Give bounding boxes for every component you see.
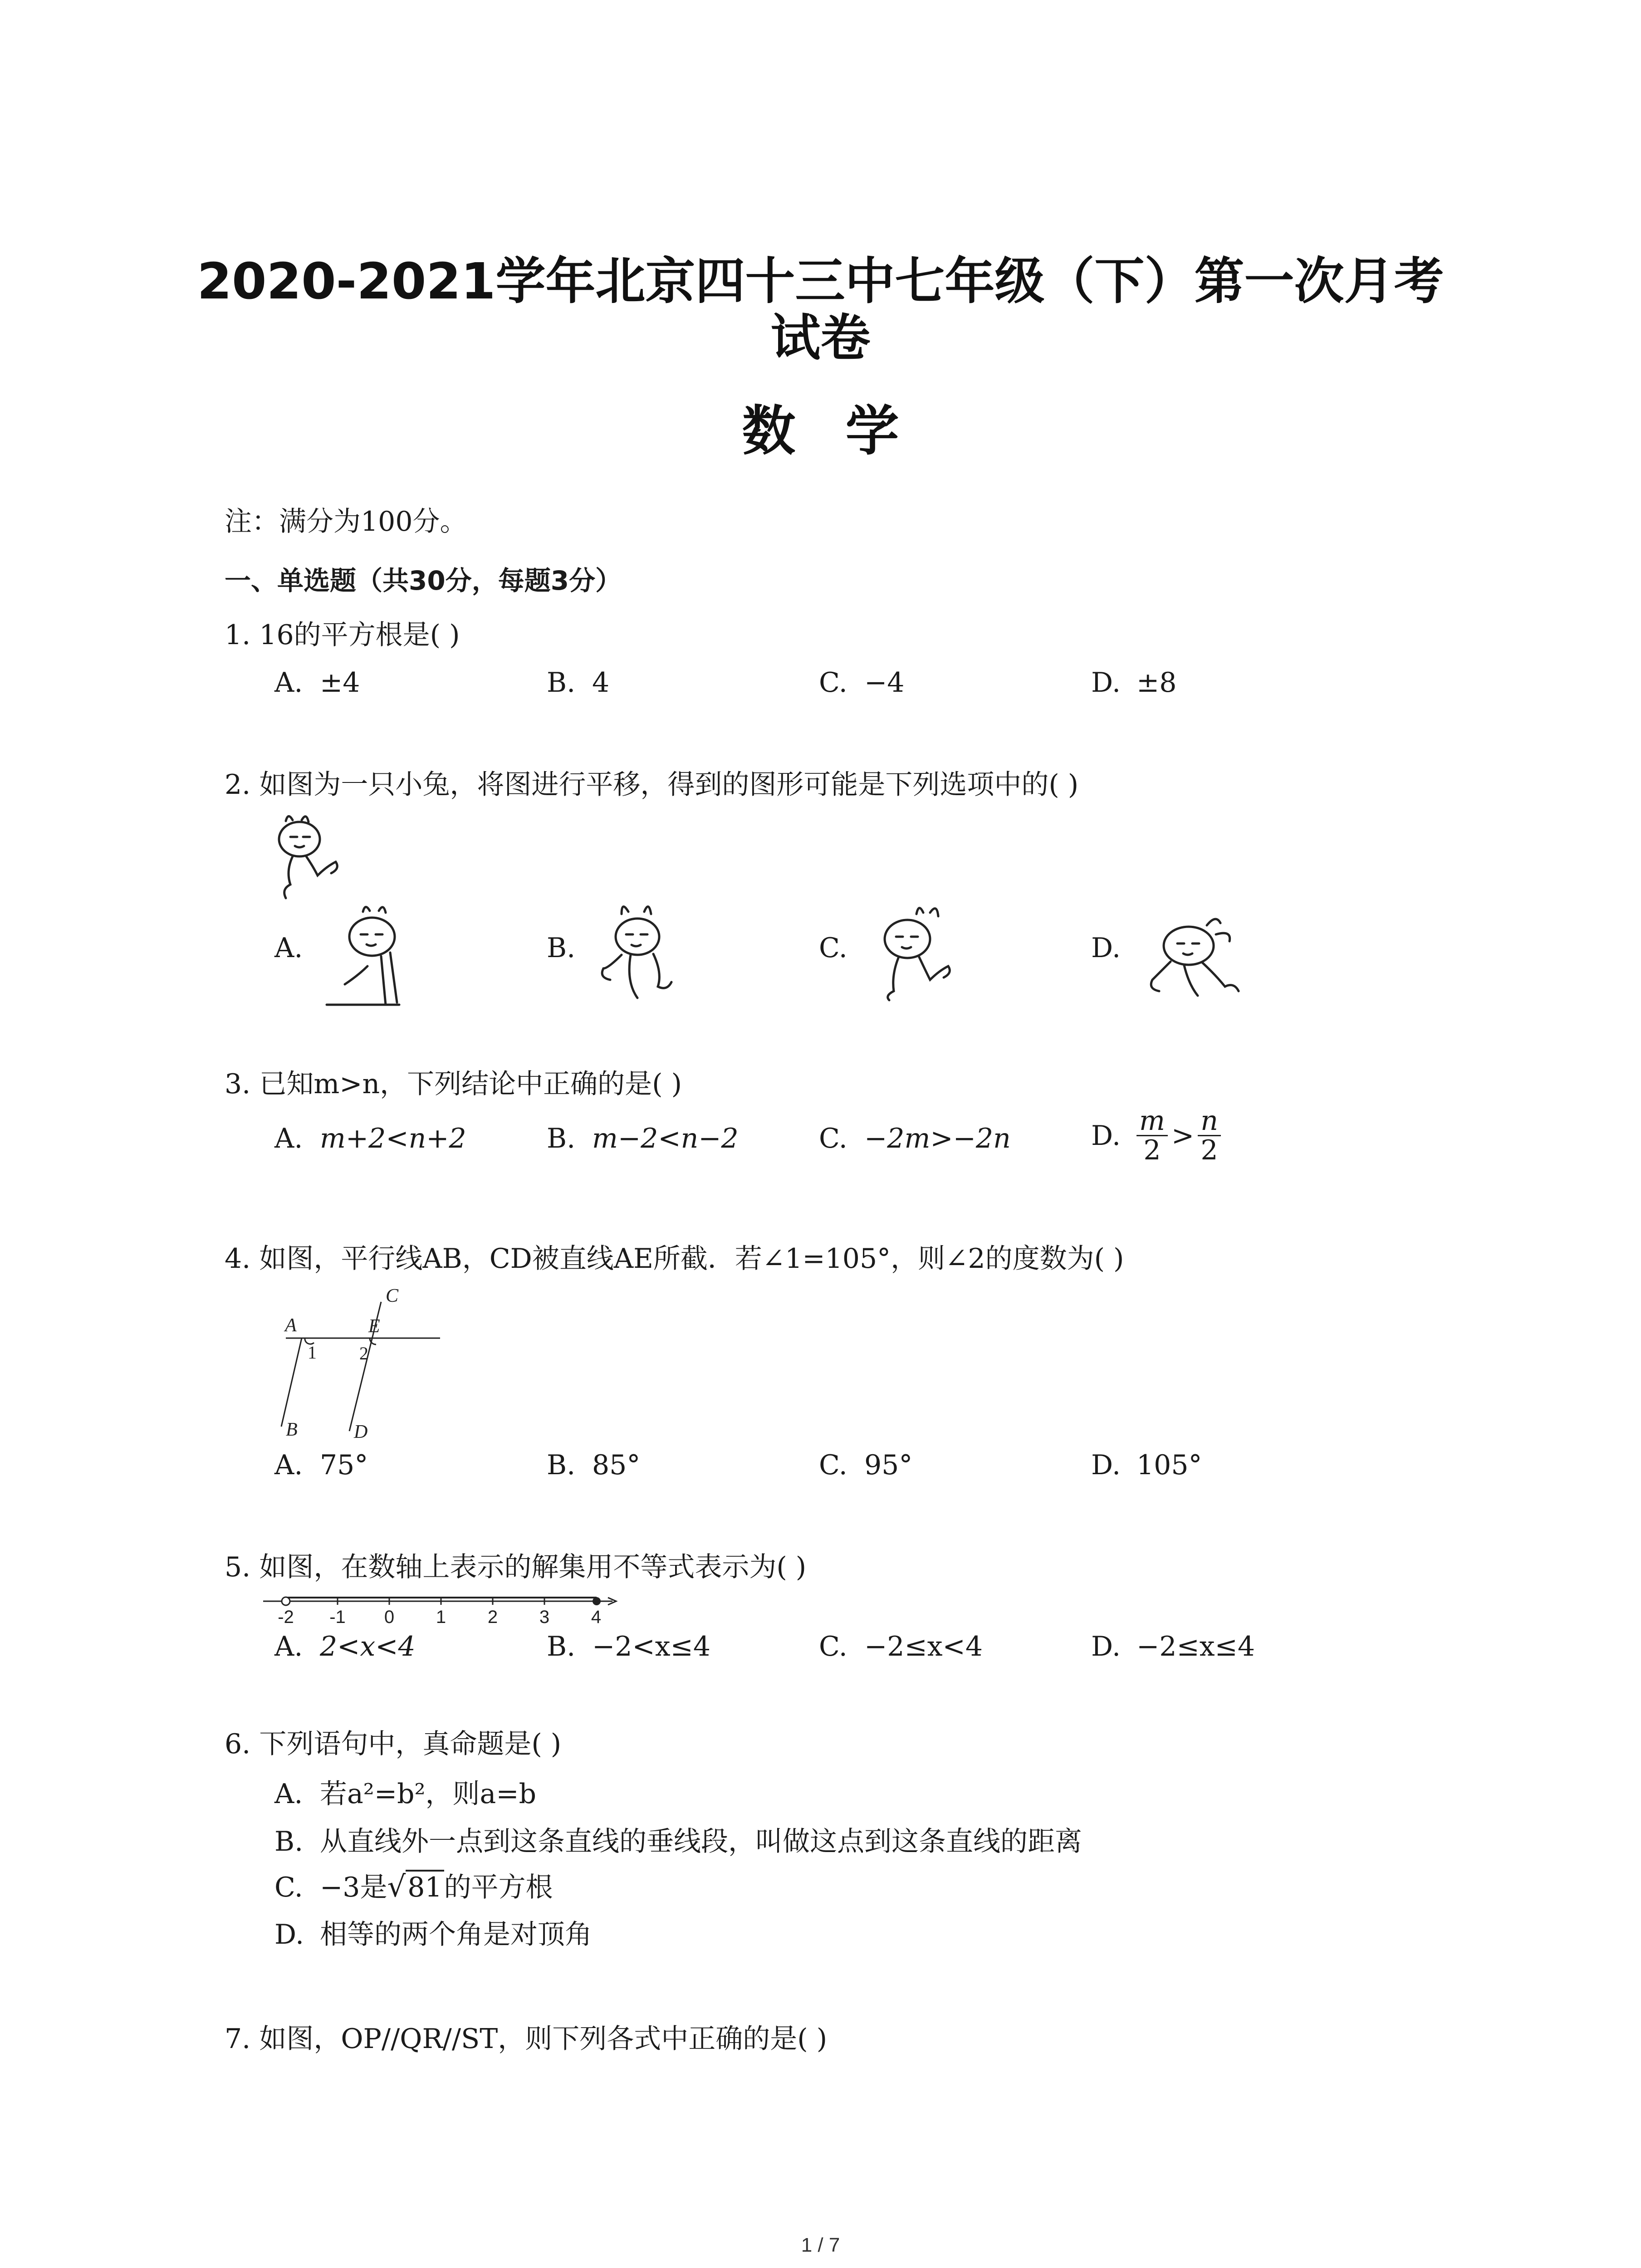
option-letter: B. [547, 1123, 576, 1154]
label-A: A [285, 1315, 297, 1336]
option-letter: A. [274, 667, 303, 699]
option-letter: A. [274, 1631, 303, 1662]
parallel-lines-figure [272, 1281, 445, 1445]
rabbit-option-c-image [867, 903, 957, 1002]
label-D: D [354, 1422, 368, 1442]
q4-option-a [274, 1447, 368, 1483]
closed-endpoint [593, 1597, 601, 1605]
rabbit-figure-original [268, 812, 358, 903]
open-endpoint [282, 1597, 290, 1605]
q2-option-a-label: A. [274, 932, 303, 964]
option-letter: C. [819, 1123, 847, 1154]
option-letter: A. [274, 1123, 303, 1154]
option-letter: B. [547, 1449, 576, 1481]
axis-tick-label: 2 [487, 1607, 498, 1627]
q6-option-a [274, 1776, 536, 1812]
question-4-stem: 4. 如图，平行线AB，CD被直线AE所截．若∠1=105°，则∠2的度数为( ) [225, 1243, 1124, 1275]
option-letter: A. [274, 1449, 303, 1481]
fraction-n-over-2 [1198, 1107, 1221, 1164]
question-7-stem: 7. 如图，OP//QR//ST，则下列各式中正确的是( ) [225, 2023, 828, 2055]
q5-option-d [1091, 1628, 1255, 1665]
frac-numerator: m [1136, 1107, 1168, 1136]
frac-numerator: n [1198, 1107, 1221, 1136]
option-letter: B. [274, 1826, 304, 1857]
frac-denominator: 2 [1143, 1134, 1161, 1166]
q5-option-b [547, 1628, 710, 1665]
exam-title-line1: 2020-2021学年北京四十三中七年级（下）第一次月考 [197, 252, 1444, 310]
rabbit-option-a-image [318, 903, 417, 1007]
option-letter: D. [274, 1919, 304, 1950]
option-letter: C. [274, 1872, 303, 1903]
axis-tick-labels [278, 1607, 601, 1627]
frac-denominator: 2 [1200, 1134, 1218, 1166]
q6-option-b [274, 1823, 1082, 1860]
option-letter: B. [547, 667, 576, 699]
axis-tick-label: -1 [329, 1607, 346, 1627]
axis-tick-label: 1 [436, 1607, 446, 1627]
option-text: −2≤x≤4 [1136, 1631, 1255, 1662]
option-text: 2<x<4 [320, 1631, 416, 1662]
q2-option-d-label: D. [1091, 932, 1121, 964]
option-text: m−2<n−2 [592, 1123, 739, 1154]
option-text: ±8 [1136, 667, 1177, 699]
option-letter: C. [819, 1449, 847, 1481]
option-text: 95° [864, 1449, 913, 1481]
fraction-m-over-2 [1136, 1107, 1168, 1164]
axis-tick-label: 4 [591, 1607, 602, 1627]
q4-option-d [1091, 1447, 1202, 1483]
option-letter: B. [547, 1631, 576, 1662]
q1-option-d [1091, 665, 1176, 701]
label-B: B [286, 1419, 298, 1440]
option-text: −2m>−2n [864, 1123, 1011, 1154]
label-C: C [386, 1286, 399, 1306]
q4-option-c [819, 1447, 912, 1483]
q3-option-b [547, 1120, 739, 1157]
q4-option-b [547, 1447, 640, 1483]
option-text: 相等的两个角是对顶角 [320, 1919, 592, 1950]
section-heading: 一、单选题（共30分，每题3分） [225, 565, 622, 596]
q1-option-b [547, 665, 609, 701]
rabbit-option-b-image [594, 900, 685, 1005]
option-text: ±4 [320, 667, 360, 699]
axis-tick-label: -2 [278, 1607, 294, 1627]
question-3-stem: 3. 已知m>n，下列结论中正确的是( ) [225, 1068, 682, 1100]
q1-option-c [819, 665, 904, 701]
option-text: 若a²=b²，则a=b [320, 1778, 537, 1810]
q5-option-c [819, 1628, 983, 1665]
option-letter: D. [1091, 1449, 1121, 1481]
option-text: −4 [864, 667, 905, 699]
option-letter: D. [1091, 1631, 1121, 1662]
option-text: 75° [320, 1449, 368, 1481]
axis-tick-label: 0 [384, 1607, 395, 1627]
option-text: 从直线外一点到这条直线的垂线段，叫做这点到这条直线的距离 [320, 1826, 1082, 1857]
option-text: 105° [1136, 1449, 1202, 1481]
q3-option-d [1091, 1107, 1221, 1164]
q6-option-d [274, 1916, 592, 1953]
axis-tick-label: 3 [539, 1607, 550, 1627]
option-letter: A. [274, 1778, 303, 1810]
question-6-stem: 6. 下列语句中，真命题是( ) [225, 1728, 562, 1760]
option-text: −2<x≤4 [592, 1631, 711, 1662]
angle-1-label: 1 [308, 1342, 317, 1363]
option-letter: C. [819, 667, 847, 699]
option-letter: D. [1091, 1119, 1121, 1152]
q2-option-b-label: B. [547, 932, 576, 964]
option-text: 85° [592, 1449, 641, 1481]
q2-option-c-label: C. [819, 932, 847, 964]
q6-option-c [274, 1869, 553, 1906]
score-note: 注：满分为100分。 [225, 506, 467, 538]
q5-option-a [274, 1628, 416, 1665]
q3-option-a [274, 1120, 466, 1157]
rabbit-option-d-image [1139, 907, 1248, 1002]
number-line-figure [263, 1588, 622, 1631]
option-text: 4 [592, 667, 610, 699]
option-letter: D. [1091, 667, 1121, 699]
option-text: m+2<n+2 [320, 1123, 466, 1154]
option-text: −2≤x<4 [864, 1631, 983, 1662]
page-number: 1 / 7 [801, 2234, 840, 2256]
question-2-stem: 2. 如图为一只小兔，将图进行平移，得到的图形可能是下列选项中的( ) [225, 769, 1079, 801]
option-text: −3是 [320, 1872, 387, 1903]
greater-than-sign: > [1171, 1119, 1195, 1152]
option-text-tail: 的平方根 [444, 1872, 553, 1903]
subject-title: 数学 [742, 400, 949, 462]
radicand: 81 [406, 1870, 444, 1903]
label-E: E [368, 1316, 380, 1337]
sqrt-sign: √ [387, 1870, 406, 1904]
angle-2-label: 2 [359, 1343, 368, 1364]
option-letter: C. [819, 1631, 847, 1662]
q1-option-a [274, 665, 360, 701]
question-1-stem: 1. 16的平方根是( ) [225, 619, 460, 651]
question-5-stem: 5. 如图，在数轴上表示的解集用不等式表示为( ) [225, 1551, 807, 1583]
q3-option-c [819, 1120, 1011, 1157]
exam-title-line2: 试卷 [770, 309, 871, 367]
